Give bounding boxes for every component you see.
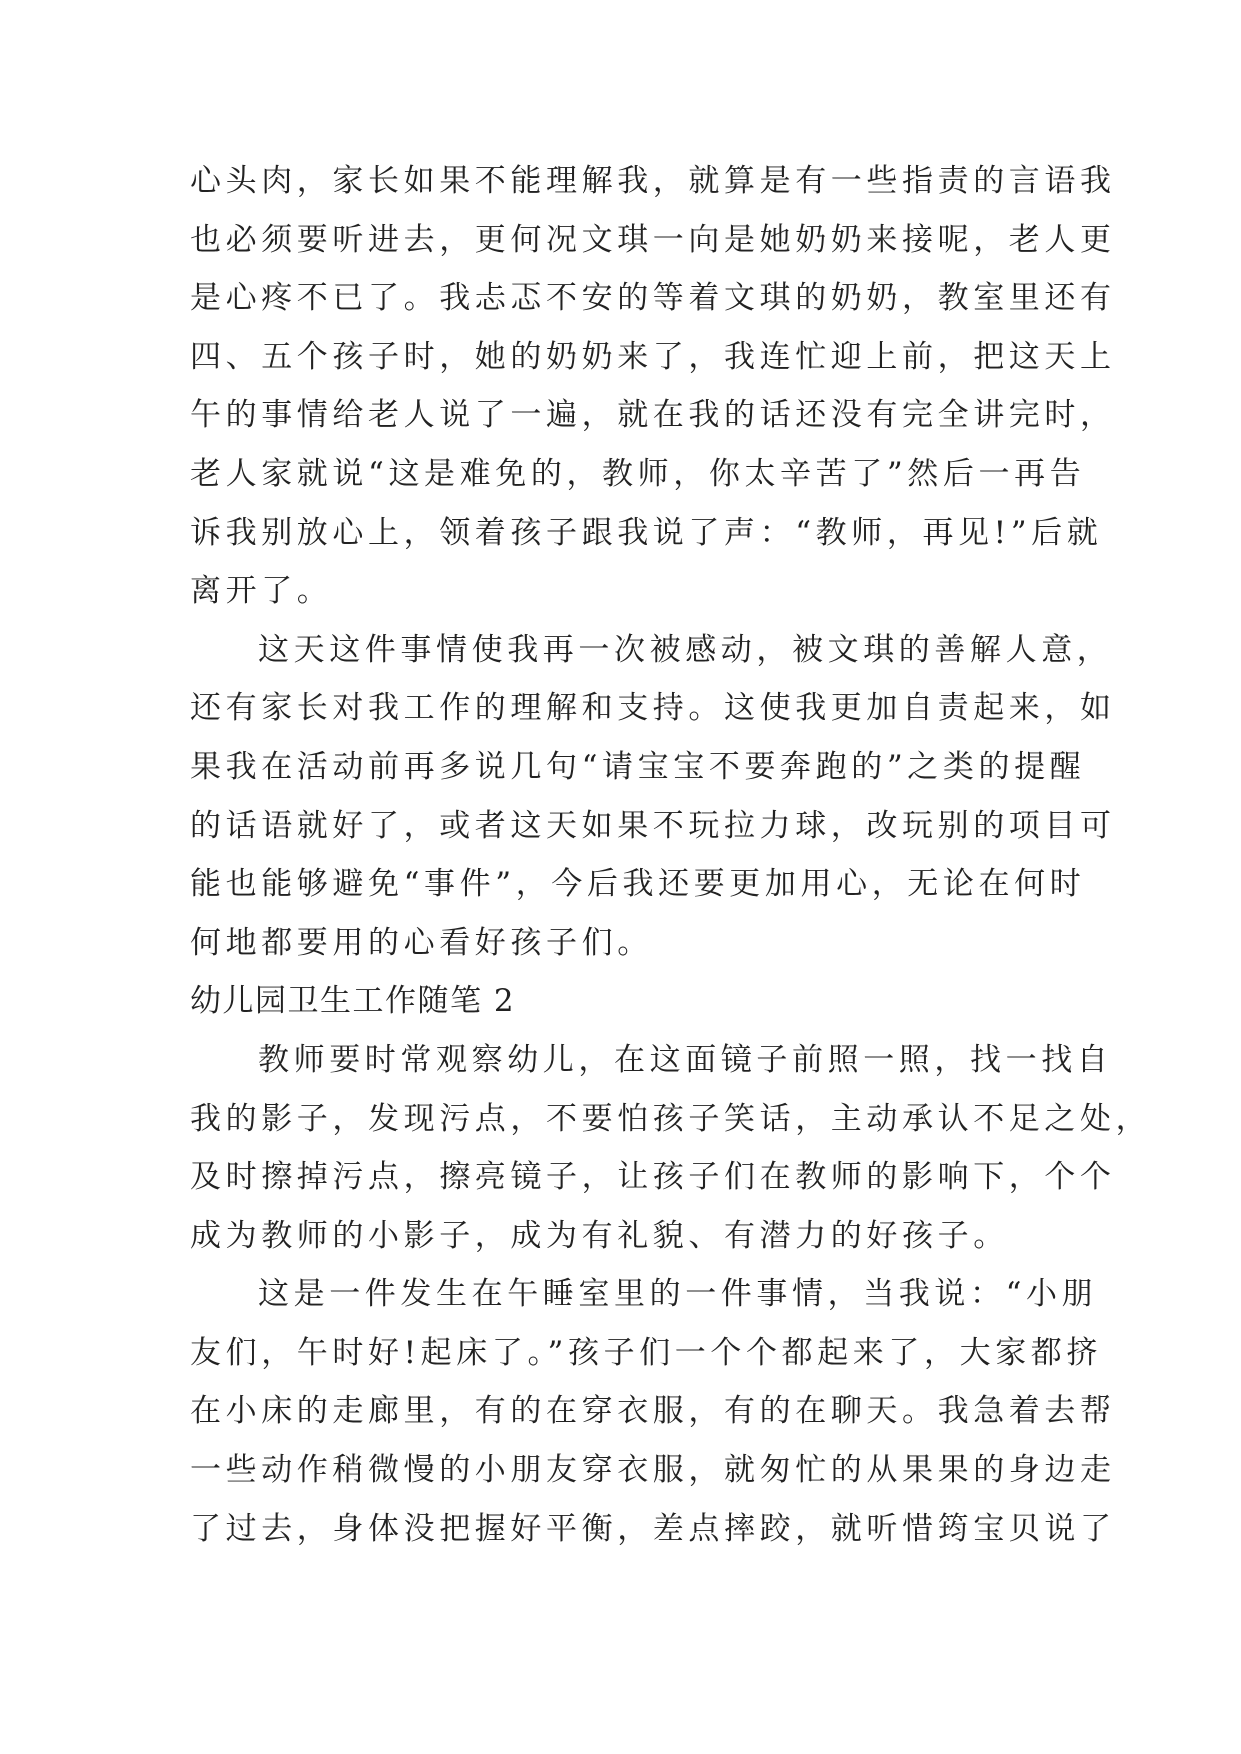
text-line: 四、五个孩子时，她的奶奶来了，我连忙迎上前，把这天上 (190, 338, 1116, 375)
text-line: 成为教师的小影子，成为有礼貌、有潜力的好孩子。 (190, 1217, 1009, 1254)
text-line: 老人家就说“这是难免的，教师，你太辛苦了”然后一再告 (190, 455, 1086, 492)
paragraph-start-line: 这是一件发生在午睡室里的一件事情，当我说：“小朋 (258, 1276, 1098, 1313)
text-line: 还有家长对我工作的理解和支持。这使我更加自责起来，如 (190, 690, 1116, 727)
text-line: 心头肉，家长如果不能理解我，就算是有一些指责的言语我 (190, 163, 1116, 199)
text-line: 离开了。 (190, 573, 333, 610)
text-line: 友们，午时好!起床了。”孩子们一个个都起来了，大家都挤 (190, 1334, 1103, 1371)
text-line: 及时擦掉污点，擦亮镜子，让孩子们在教师的影响下，个个 (190, 1159, 1116, 1196)
text-line: 何地都要用的心看好孩子们。 (190, 924, 653, 961)
text-line: 也必须要听进去，更何况文琪一向是她奶奶来接呢，老人更 (190, 221, 1116, 258)
text-line: 午的事情给老人说了一遍，就在我的话还没有完全讲完时， (190, 397, 1116, 434)
text-line: 果我在活动前再多说几句“请宝宝不要奔跑的”之类的提醒 (190, 748, 1086, 785)
paragraph-start-line: 这天这件事情使我再一次被感动，被文琪的善解人意， (258, 631, 1113, 668)
text-line: 能也能够避免“事件”，今后我还要更加用心，无论在何时 (190, 866, 1086, 903)
body-text (190, 152, 1152, 1558)
text-line: 的话语就好了，或者这天如果不玩拉力球，改玩别的项目可 (190, 807, 1116, 844)
text-line: 诉我别放心上，领着孩子跟我说了声：“教师，再见!”后就 (190, 514, 1103, 551)
paragraph-start-line: 教师要时常观察幼儿，在这面镜子前照一照，找一找自 (258, 1041, 1113, 1078)
text-line: 了过去，身体没把握好平衡，差点摔跤，就听惜筠宝贝说了 (190, 1510, 1116, 1547)
text-line: 是心疼不已了。我忐忑不安的等着文琪的奶奶，教室里还有 (190, 280, 1116, 317)
text-line: 在小床的走廊里，有的在穿衣服，有的在聊天。我急着去帮 (190, 1393, 1116, 1430)
section-heading: 幼儿园卫生工作随笔 2 (190, 983, 516, 1020)
text-line: 一些动作稍微慢的小朋友穿衣服，就匆忙的从果果的身边走 (190, 1452, 1116, 1489)
text-line: 我的影子，发现污点，不要怕孩子笑话，主动承认不足之处， (190, 1100, 1152, 1137)
